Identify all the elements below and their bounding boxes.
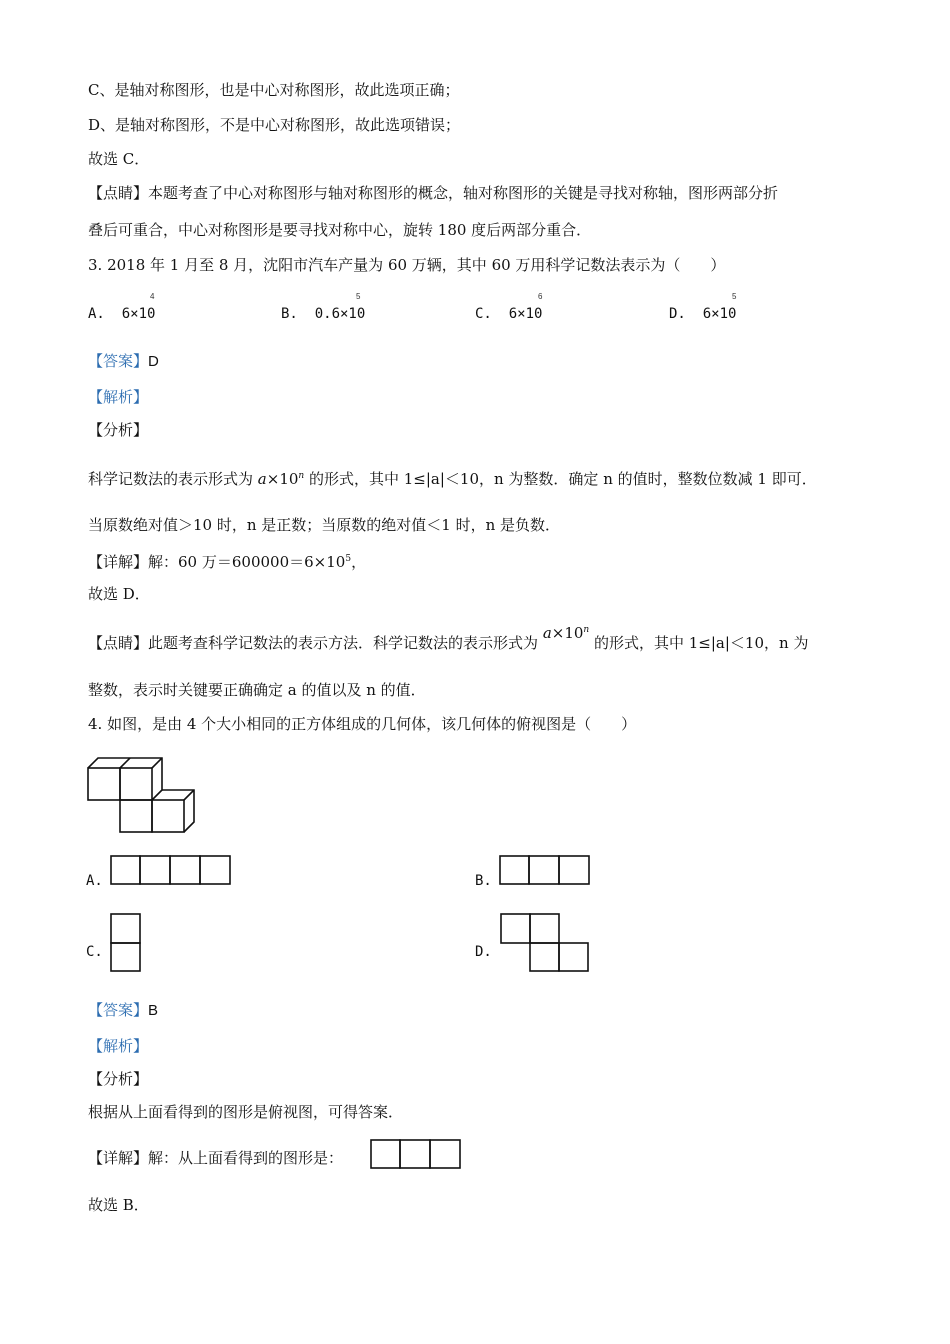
q4-answer: B <box>148 1002 159 1019</box>
q4-option-a-label: A. <box>86 873 103 889</box>
q3-option-b <box>281 305 365 323</box>
q3-comment-tag: 【点睛】 <box>88 634 149 652</box>
q3-option-d <box>669 305 736 323</box>
q4-option-b-figure <box>499 855 591 886</box>
q4-detail-figure <box>370 1139 462 1170</box>
q3-fenxi-1b: 的形式，其中 1≤|a|＜10，n 为整数．确定 n 的值时，整数位数减 1 即可． <box>308 470 817 488</box>
q4-answer-line <box>88 1000 158 1021</box>
q4-fenxi-tag: 【分析】 <box>88 1070 149 1088</box>
choose-c-line: 故选 C． <box>88 150 150 168</box>
q3-fenxi-line-1 <box>88 466 817 489</box>
q3-answer-tag: 【答案】 <box>88 352 149 370</box>
q4-option-c-figure <box>110 913 142 973</box>
q4-choose-line: 故选 B． <box>88 1196 149 1214</box>
q4-option-d-label: D. <box>475 944 492 960</box>
q3-detail-line <box>88 549 366 572</box>
q3-option-b-label: B. <box>281 306 298 322</box>
q3-choose-line: 故选 D． <box>88 585 150 603</box>
sci-notation-formula-2 <box>543 624 594 642</box>
q4-detail-line <box>88 1148 343 1168</box>
q4-answer-tag: 【答案】 <box>88 1001 149 1019</box>
q3-answer-line <box>88 351 159 372</box>
formula2-times: ×10 <box>551 624 584 642</box>
q3-option-a-exp: 4 <box>150 292 155 301</box>
q4-solid-figure <box>86 756 198 836</box>
q3-option-c-base: 6×10 <box>508 306 543 322</box>
q3-fenxi-tag: 【分析】 <box>88 421 149 439</box>
comment2-line-2: 叠后可重合，中心对称图形是要寻找对称中心，旋转 180 度后两部分重合． <box>88 221 592 239</box>
comment2-text-a: 本题考查了中心对称图形与轴对称图形的概念，轴对称图形的关键是寻找对称轴，图形两部分折 <box>148 184 779 202</box>
q4-detail-tag: 【详解】 <box>88 1149 149 1167</box>
q3-analysis-tag: 【解析】 <box>88 388 149 406</box>
q3-option-a <box>88 305 155 323</box>
q3-option-c-label: C. <box>475 306 492 322</box>
q3-comment-line-2: 整数，表示时关键要正确确定 a 的值以及 n 的值． <box>88 681 426 699</box>
q3-detail-tag: 【详解】 <box>88 553 149 571</box>
q3-detail-text: 解：60 万＝600000＝6×10 <box>148 553 346 571</box>
q3-comment-b: 的形式，其中 1≤|a|＜10，n 为 <box>594 634 809 652</box>
q3-option-a-base: 6×10 <box>121 306 156 322</box>
q4-analysis-tag: 【解析】 <box>88 1037 149 1055</box>
q3-answer: D <box>148 353 159 370</box>
q3-option-c <box>475 305 542 323</box>
q3-stem: 3. 2018 年 1 月至 8 月，沈阳市汽车产量为 60 万辆，其中 60 万用科学记数法表示为（ ） <box>88 256 726 274</box>
formula-times: ×10 <box>266 470 299 488</box>
q3-comment-line-1 <box>88 624 809 653</box>
q3-fenxi-1a: 科学记数法的表示形式为 <box>88 470 254 488</box>
q4-option-b-label: B. <box>475 873 492 889</box>
q3-option-b-exp: 5 <box>356 292 361 301</box>
formula-n: n <box>298 471 305 481</box>
q3-option-b-base: 0.6×10 <box>314 306 366 322</box>
q4-detail-text: 解：从上面看得到的图形是： <box>148 1149 344 1167</box>
formula-a: a <box>257 470 267 488</box>
q4-stem: 4. 如图，是由 4 个大小相同的正方体组成的几何体，该几何体的俯视图是（ ） <box>88 715 637 733</box>
formula2-n: n <box>583 625 590 635</box>
q4-option-d-figure <box>500 913 591 973</box>
q4-option-c-label: C. <box>86 944 103 960</box>
comment2-line-1 <box>88 183 778 203</box>
q3-detail-exp: 5 <box>345 554 352 564</box>
q3-option-c-exp: 6 <box>538 292 543 301</box>
q4-fenxi-text: 根据从上面看得到的图形是俯视图，可得答案． <box>88 1103 404 1121</box>
q3-option-d-label: D. <box>669 306 686 322</box>
q3-option-a-label: A. <box>88 306 105 322</box>
q3-fenxi-line-2: 当原数绝对值＞10 时，n 是正数；当原数的绝对值＜1 时，n 是负数． <box>88 516 561 534</box>
formula2-a: a <box>542 624 552 642</box>
comment2-tag: 【点睛】 <box>88 184 149 202</box>
q3-comment-a: 此题考查科学记数法的表示方法．科学记数法的表示形式为 <box>148 634 539 652</box>
q3-detail-end: ， <box>351 553 367 571</box>
text-line-d: D、是轴对称图形，不是中心对称图形，故此选项错误； <box>88 116 461 134</box>
text-line-c: C、是轴对称图形，也是中心对称图形，故此选项正确； <box>88 81 460 99</box>
q3-option-d-base: 6×10 <box>702 306 737 322</box>
sci-notation-formula <box>258 470 309 488</box>
q3-option-d-exp: 5 <box>732 292 737 301</box>
q4-option-a-figure <box>110 855 232 886</box>
